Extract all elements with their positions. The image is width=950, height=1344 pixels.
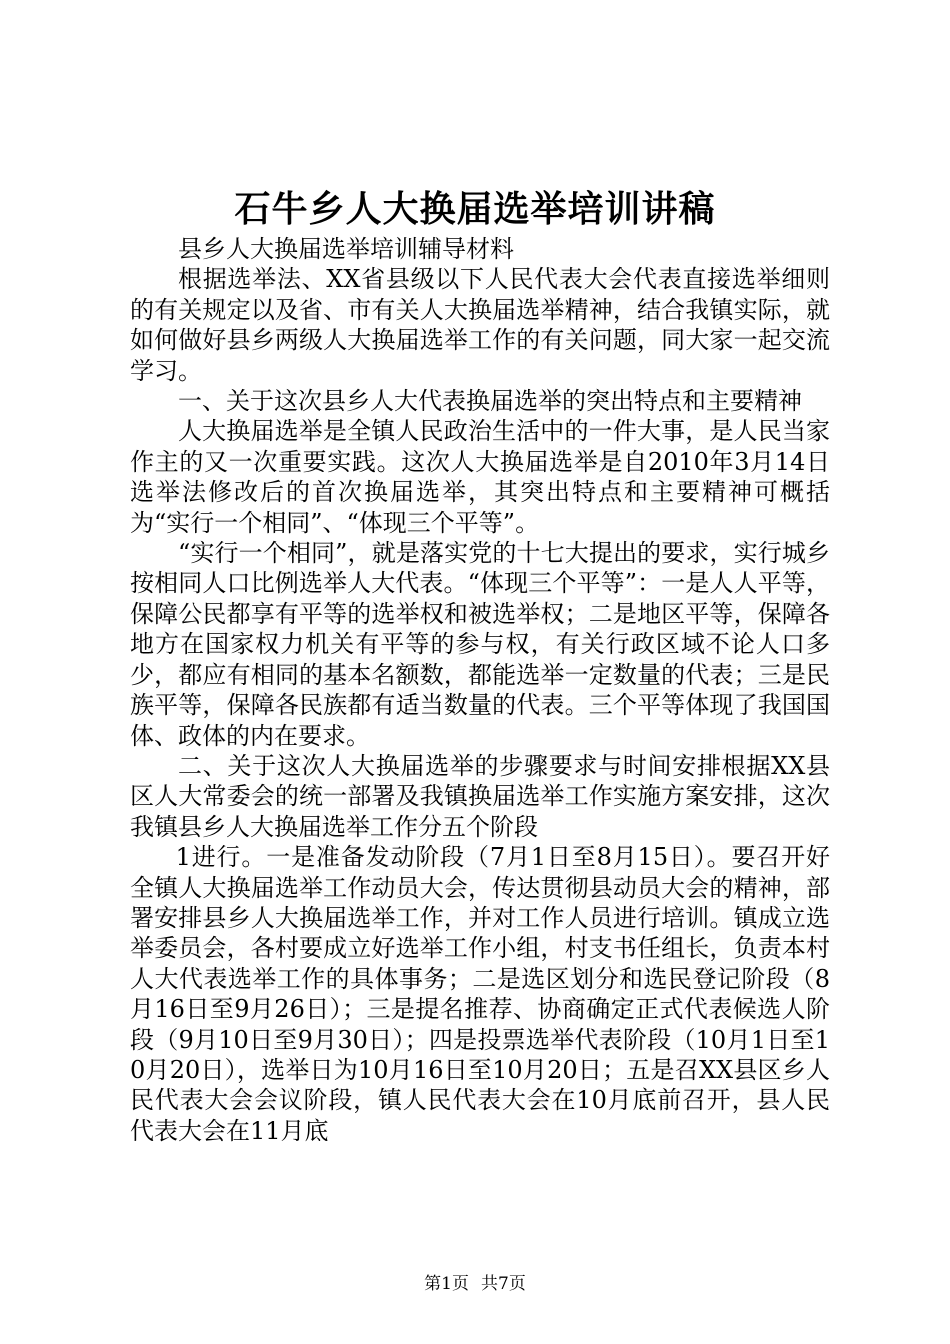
paragraph-equality: “实行一个相同”，就是落实党的十七大提出的要求，实行城乡按相同人口比例选举人大代表。“体现三个平等”：一是人人平等，保障公民都享有平等的选举权和被选举权；二是地区平等，保障各地方在国家权力机关有平等的参与权，有关行政区域不论人口多少，都应有相同的基本名额数，都能选举一定数量的代表；三是民族平等，保障各民族都有适当数量的代表。三个平等体现了我国国体、政体的内在要求。	[130, 539, 830, 750]
paragraph-intro: 根据选举法、XX省县级以下人民代表大会代表直接选举细则的有关规定以及省、市有关人大换届选举精神，结合我镇实际，就如何做好县乡两级人大换届选举工作的有关问题，同大家一起交流学习。	[130, 265, 830, 385]
section-heading-2: 二、关于这次人大换届选举的步骤要求与时间安排根据XX县区人大常委会的统一部署及我镇换届选举工作实施方案安排，这次我镇县乡人大换届选举工作分五个阶段	[130, 751, 830, 841]
paragraph-features: 人大换届选举是全镇人民政治生活中的一件大事，是人民当家作主的又一次重要实践。这次人大换届选举是自2010年3月14日选举法修改后的首次换届选举，其突出特点和主要精神可概括为“实行一个相同”、“体现三个平等”。	[130, 417, 830, 537]
paragraph-subtitle: 县乡人大换届选举培训辅导材料	[178, 235, 514, 263]
page-footer	[0, 1272, 950, 1296]
page-total: 共7页	[481, 1274, 526, 1294]
document-body	[130, 234, 830, 1146]
section-heading-1: 一、关于这次县乡人大代表换届选举的突出特点和主要精神	[178, 387, 802, 416]
page-number: 第1页	[424, 1274, 469, 1294]
paragraph-stages: 1进行。一是准备发动阶段（7月1日至8月15日）。要召开好全镇人大换届选举工作动员大会，传达贯彻县动员大会的精神，部署安排县乡人大换届选举工作，并对工作人员进行培训。镇成立选举委员会，各村要成立好选举工作小组，村支书任组长，负责本村人大代表选举工作的具体事务；二是选区划分和选民登记阶段（8月16日至9月26日）；三是提名推荐、协商确定正式代表候选人阶段（9月10日至9月30日）；四是投票选举代表阶段（10月1日至10月20日），选举日为10月16日至10月20日；五是召XX县区乡人民代表大会会议阶段，镇人民代表大会在10月底前召开，县人民代表大会在11月底	[130, 843, 830, 1145]
document-title: 石牛乡人大换届选举培训讲稿	[234, 188, 716, 230]
